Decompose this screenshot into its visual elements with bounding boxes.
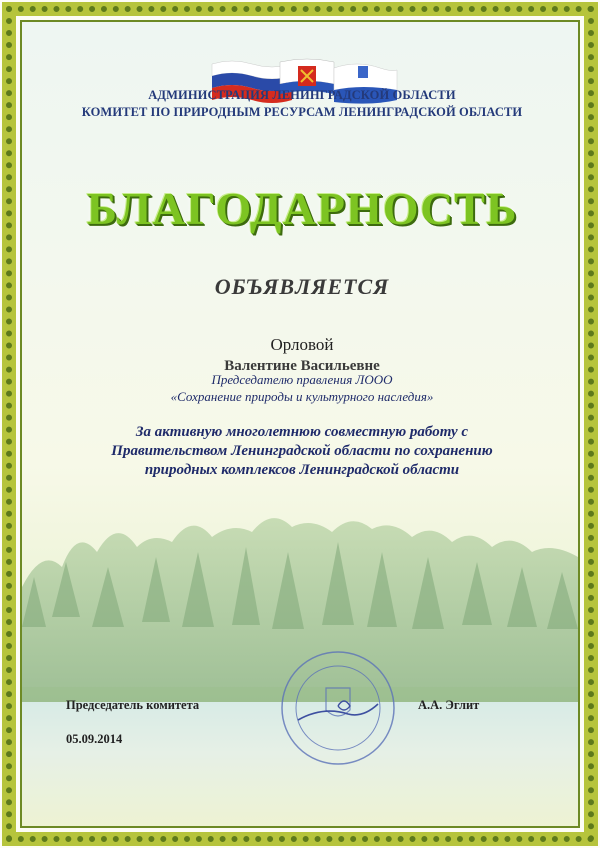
position-line-1: Председателю правления ЛООО bbox=[211, 372, 393, 387]
issue-date: 05.09.2014 bbox=[66, 732, 123, 746]
recipient-surname: Орловой bbox=[270, 335, 334, 354]
signature-role: Председатель комитета bbox=[66, 698, 200, 712]
reason-line-1: За активную многолетнюю совместную работу с bbox=[135, 424, 469, 440]
signature-name: А.А. Эглит bbox=[418, 698, 480, 712]
reason-line-2: Правительством Ленинградской области по сохранению bbox=[111, 443, 493, 459]
reason-line-3: природных комплексов Ленинградской области bbox=[144, 462, 460, 478]
header-line-1: АДМИНИСТРАЦИЯ ЛЕНИНГРАДСКОЙ ОБЛАСТИ bbox=[148, 88, 456, 102]
certificate-title: БЛАГОДАРНОСТЬ bbox=[86, 183, 518, 234]
official-stamp bbox=[278, 648, 398, 768]
announce-text: ОБЪЯВЛЯЕТСЯ bbox=[214, 274, 390, 299]
recipient-given-names: Валентине Васильевне bbox=[224, 358, 380, 374]
position-line-2: «Сохранение природы и культурного наследия» bbox=[170, 389, 434, 404]
header-line-2: КОМИТЕТ ПО ПРИРОДНЫМ РЕСУРСАМ ЛЕНИНГРАДСКОЙ ОБЛАСТИ bbox=[81, 105, 523, 119]
